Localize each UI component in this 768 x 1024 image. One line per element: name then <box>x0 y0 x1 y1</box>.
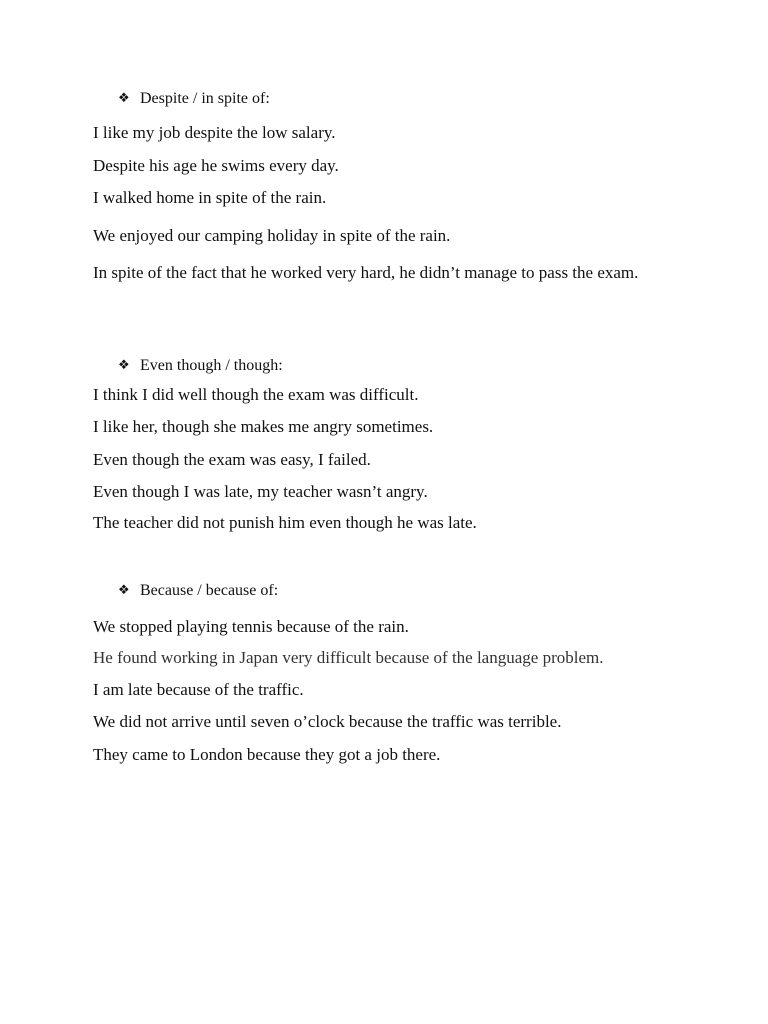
section-heading-despite <box>118 88 270 109</box>
example-sentence: The teacher did not punish him even though he was late. <box>93 513 477 532</box>
example-sentence: They came to London because they got a job there. <box>93 745 441 764</box>
example-sentence: I like her, though she makes me angry sometimes. <box>93 417 434 436</box>
example-sentence: Even though the exam was easy, I failed. <box>93 450 371 469</box>
section-heading-because <box>118 580 278 601</box>
diamond-bullet-icon: ❖ <box>118 582 130 597</box>
example-sentence: Despite his age he swims every day. <box>93 156 339 175</box>
section-heading-text: Even though / though: <box>140 357 283 374</box>
example-sentence: We stopped playing tennis because of the rain. <box>93 617 409 636</box>
example-sentence: I walked home in spite of the rain. <box>93 188 327 207</box>
example-sentence: In spite of the fact that he worked very hard, he didn’t manage to pass the exam. <box>93 263 639 282</box>
example-sentence: Even though I was late, my teacher wasn’t angry. <box>93 482 428 501</box>
example-sentence: I am late because of the traffic. <box>93 680 304 699</box>
diamond-bullet-icon: ❖ <box>118 357 130 372</box>
section-heading-text: Despite / in spite of: <box>140 90 270 107</box>
example-sentence: I like my job despite the low salary. <box>93 123 336 142</box>
example-sentence: I think I did well though the exam was difficult. <box>93 385 419 404</box>
diamond-bullet-icon: ❖ <box>118 90 130 105</box>
example-sentence: We enjoyed our camping holiday in spite of the rain. <box>93 226 451 245</box>
example-sentence: He found working in Japan very difficult because of the language problem. <box>93 648 604 667</box>
section-heading-text: Because / because of: <box>140 582 279 599</box>
example-sentence: We did not arrive until seven o’clock because the traffic was terrible. <box>93 712 562 731</box>
section-heading-even-though <box>118 355 283 376</box>
